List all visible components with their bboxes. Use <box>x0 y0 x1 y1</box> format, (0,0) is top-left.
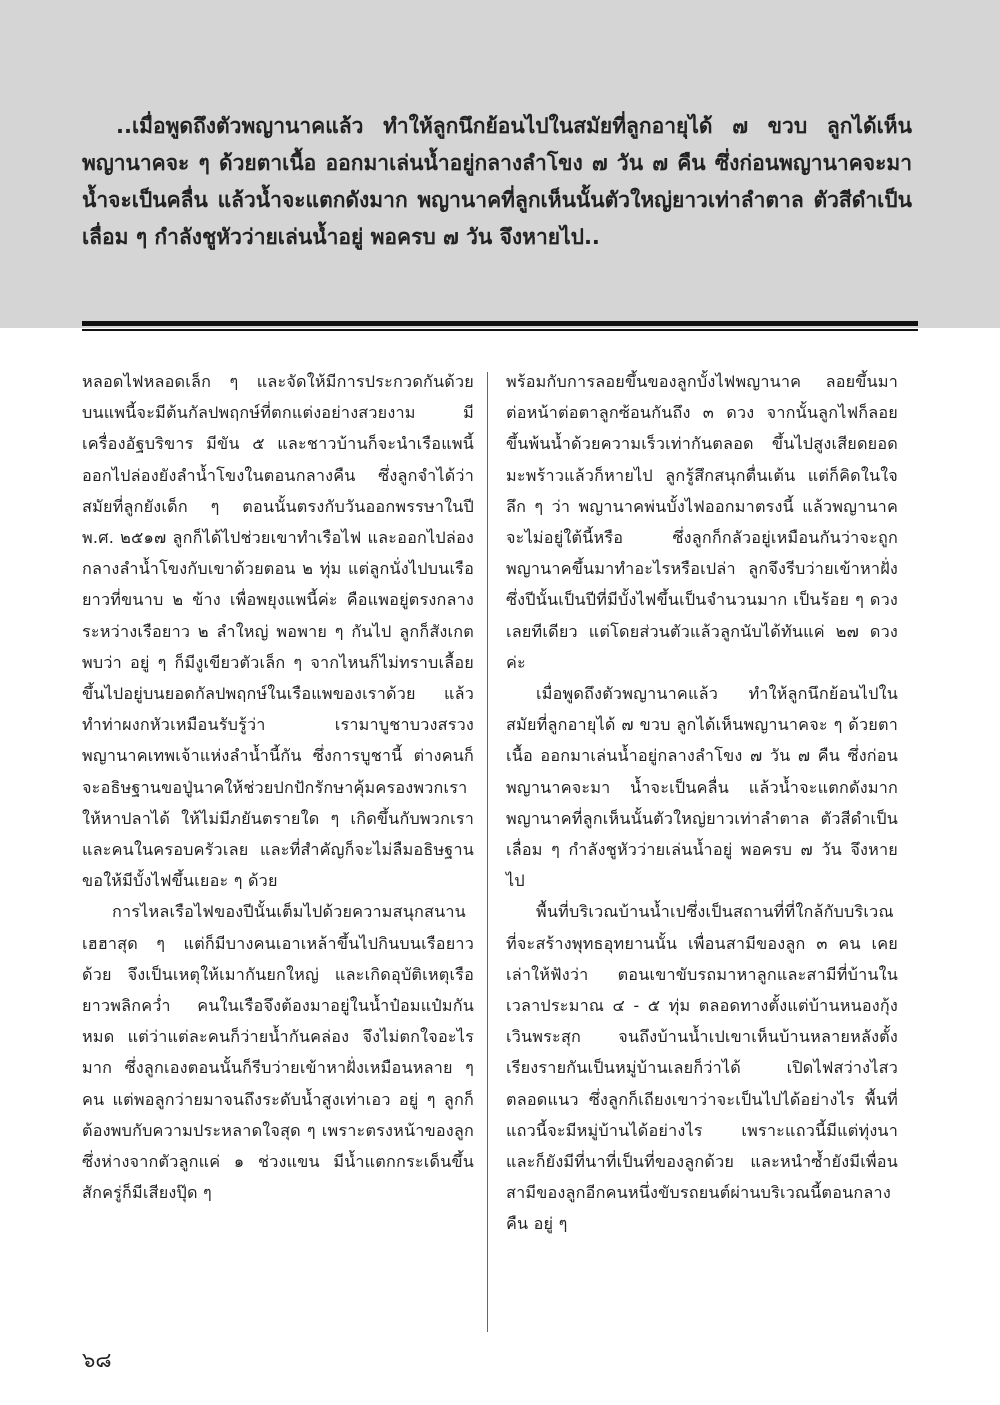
right-column <box>506 366 898 1240</box>
left-paragraph-1: หลอดไฟหลอดเล็ก ๆ และจัดให้มีการประกวดกันด้วย บนแพนี้จะมีต้นกัลปพฤกษ์ที่ตกแต่งอย่างสวยงาม มีเครื่องอัฐบริขาร มีขัน ๕ และชาวบ้านก็จะนำเรือแพนี้ออกไปล่องยังลำน้ำโขงในตอนกลางคืน ซึ่งลูกจำได้ว่า สมัยที่ลูกยังเด็ก ๆ ตอนนั้นตรงกับวันออกพรรษาในปี พ.ศ. ๒๕๑๗ ลูกก็ได้ไปช่วยเขาทำเรือไฟ และออกไปล่องกลางลำน้ำโขงกับเขาด้วยตอน ๒ ทุ่ม แต่ลูกนั่งไปบนเรือยาวที่ขนาบ ๒ ข้าง เพื่อพยุงแพนี้ค่ะ คือแพอยู่ตรงกลางระหว่างเรือยาว ๒ ลำใหญ่ พอพาย ๆ กันไป ลูกก็สังเกตพบว่า อยู่ ๆ ก็มีงูเขียวตัวเล็ก ๆ จากไหนก็ไม่ทราบเลื้อยขึ้นไปอยู่บนยอดกัลปพฤกษ์ในเรือแพของเราด้วย แล้วทำท่าผงกหัวเหมือนรับรู้ว่า เรามาบูชาบวงสรวงพญานาคเทพเจ้าแห่งลำน้ำนี้กัน ซึ่งการบูชานี้ ต่างคนก็จะอธิษฐานขอปู่นาคให้ช่วยปกปักรักษาคุ้มครองพวกเราให้หาปลาได้ ให้ไม่มีภยันตรายใด ๆ เกิดขึ้นกับพวกเรา และคนในครอบครัวเลย และที่สำคัญก็จะไม่ลืมอธิษฐานขอให้มีบั้งไฟขึ้นเยอะ ๆ ด้วย <box>82 372 474 891</box>
left-paragraph-2: การไหลเรือไฟของปีนั้นเต็มไปด้วยความสนุกสนานเฮฮาสุด ๆ แต่ก็มีบางคนเอาเหล้าขึ้นไปกินบนเรือยาวด้วย จึงเป็นเหตุให้เมากันยกใหญ่ และเกิดอุบัติเหตุเรือยาวพลิกคว่ำ คนในเรือจึงต้องมาอยู่ในน้ำป๋อมแป๋มกันหมด แต่ว่าแต่ละคนก็ว่ายน้ำกันคล่อง จึงไม่ตกใจอะไรมาก ซึ่งลูกเองตอนนั้นก็รีบว่ายเข้าหาฝั่งเหมือนหลาย ๆ คน แต่พอลูกว่ายมาจนถึงระดับน้ำสูงเท่าเอว อยู่ ๆ ลูกก็ต้องพบกับความประหลาดใจสุด ๆ เพราะตรงหน้าของลูก ซึ่งห่างจากตัวลูกแค่ ๑ ช่วงแขน มีน้ำแตกกระเด็นขึ้น สักครู่ก็มีเสียงปุ๊ด ๆ <box>82 902 474 1203</box>
pull-quote: ..เมื่อพูดถึงตัวพญานาคแล้ว ทำให้ลูกนึกย้อนไปในสมัยที่ลูกอายุได้ ๗ ขวบ ลูกได้เห็นพญานาคจะ ๆ ด้วยตาเนื้อ ออกมาเล่นน้ำอยู่กลางลำโขง ๗ วัน ๗ คืน ซึ่งก่อนพญานาคจะมา น้ำจะเป็นคลื่น แล้วน้ำจะแตกดังมาก พญานาคที่ลูกเห็นนั้นตัวใหญ่ยาวเท่าลำตาล ตัวสีดำเป็นเลื่อม ๆ กำลังชูหัวว่ายเล่นน้ำอยู่ พอครบ ๗ วัน จึงหายไป.. <box>82 114 912 249</box>
page-number: ๖๘ <box>82 1348 112 1372</box>
right-paragraph-2: เมื่อพูดถึงตัวพญานาคแล้ว ทำให้ลูกนึกย้อนไปในสมัยที่ลูกอายุได้ ๗ ขวบ ลูกได้เห็นพญานาคจะ ๆ ด้วยตาเนื้อ ออกมาเล่นน้ำอยู่กลางลำโขง ๗ วัน ๗ คืน ซึ่งก่อนพญานาคจะมา น้ำจะเป็นคลื่น แล้วน้ำจะแตกดังมาก พญานาคที่ลูกเห็นนั้นตัวใหญ่ยาวเท่าลำตาล ตัวสีดำเป็นเลื่อม ๆ กำลังชูหัวว่ายเล่นน้ำอยู่ พอครบ ๗ วัน จึงหายไป <box>506 684 898 891</box>
header-rule-thin <box>82 329 918 331</box>
right-paragraph-3: พื้นที่บริเวณบ้านน้ำเปซึ่งเป็นสถานที่ที่ใกล้กับบริเวณที่จะสร้างพุทธอุทยานนั้น เพื่อนสามีของลูก ๓ คน เคยเล่าให้ฟังว่า ตอนเขาขับรถมาหาลูกและสามีที่บ้านในเวลาประมาณ ๔ - ๕ ทุ่ม ตลอดทางตั้งแต่บ้านหนองกุ้ง เวินพระสุก จนถึงบ้านน้ำเปเขาเห็นบ้านหลายหลังตั้งเรียงรายกันเป็นหมู่บ้านเลยก็ว่าได้ เปิดไฟสว่างไสวตลอดแนว ซึ่งลูกก็เถียงเขาว่าจะเป็นไปได้อย่างไร พื้นที่แถวนี้จะมีหมู่บ้านได้อย่างไร เพราะแถวนี้มีแต่ทุ่งนา และก็ยังมีที่นาที่เป็นที่ของลูกด้วย และหนำซ้ำยังมีเพื่อนสามีของลูกอีกคนหนึ่งขับรถยนต์ผ่านบริเวณนี้ตอนกลางคืน อยู่ ๆ <box>506 902 898 1234</box>
right-paragraph-1: พร้อมกับการลอยขึ้นของลูกบั้งไฟพญานาค ลอยขึ้นมาต่อหน้าต่อตาลูกซ้อนกันถึง ๓ ดวง จากนั้นลูกไฟก็ลอยขึ้นพ้นน้ำด้วยความเร็วเท่ากันตลอด ขึ้นไปสูงเสียดยอดมะพร้าวแล้วก็หายไป ลูกรู้สึกสนุกตื่นเต้น แต่ก็คิดในใจลึก ๆ ว่า พญานาคพ่นบั้งไฟออกมาตรงนี้ แล้วพญานาคจะไม่อยู่ใต้นี้หรือ ซึ่งลูกก็กลัวอยู่เหมือนกันว่าจะถูกพญานาคขึ้นมาทำอะไรหรือเปล่า ลูกจึงรีบว่ายเข้าหาฝั่ง ซึ่งปีนั้นเป็นปีที่มีบั้งไฟขึ้นเป็นจำนวนมาก เป็นร้อย ๆ ดวงเลยทีเดียว แต่โดยส่วนตัวแล้วลูกนับได้ทันแค่ ๒๗ ดวงค่ะ <box>506 372 898 672</box>
header-rule-thick <box>82 321 918 326</box>
left-column <box>82 366 474 1208</box>
column-divider <box>487 372 488 1332</box>
